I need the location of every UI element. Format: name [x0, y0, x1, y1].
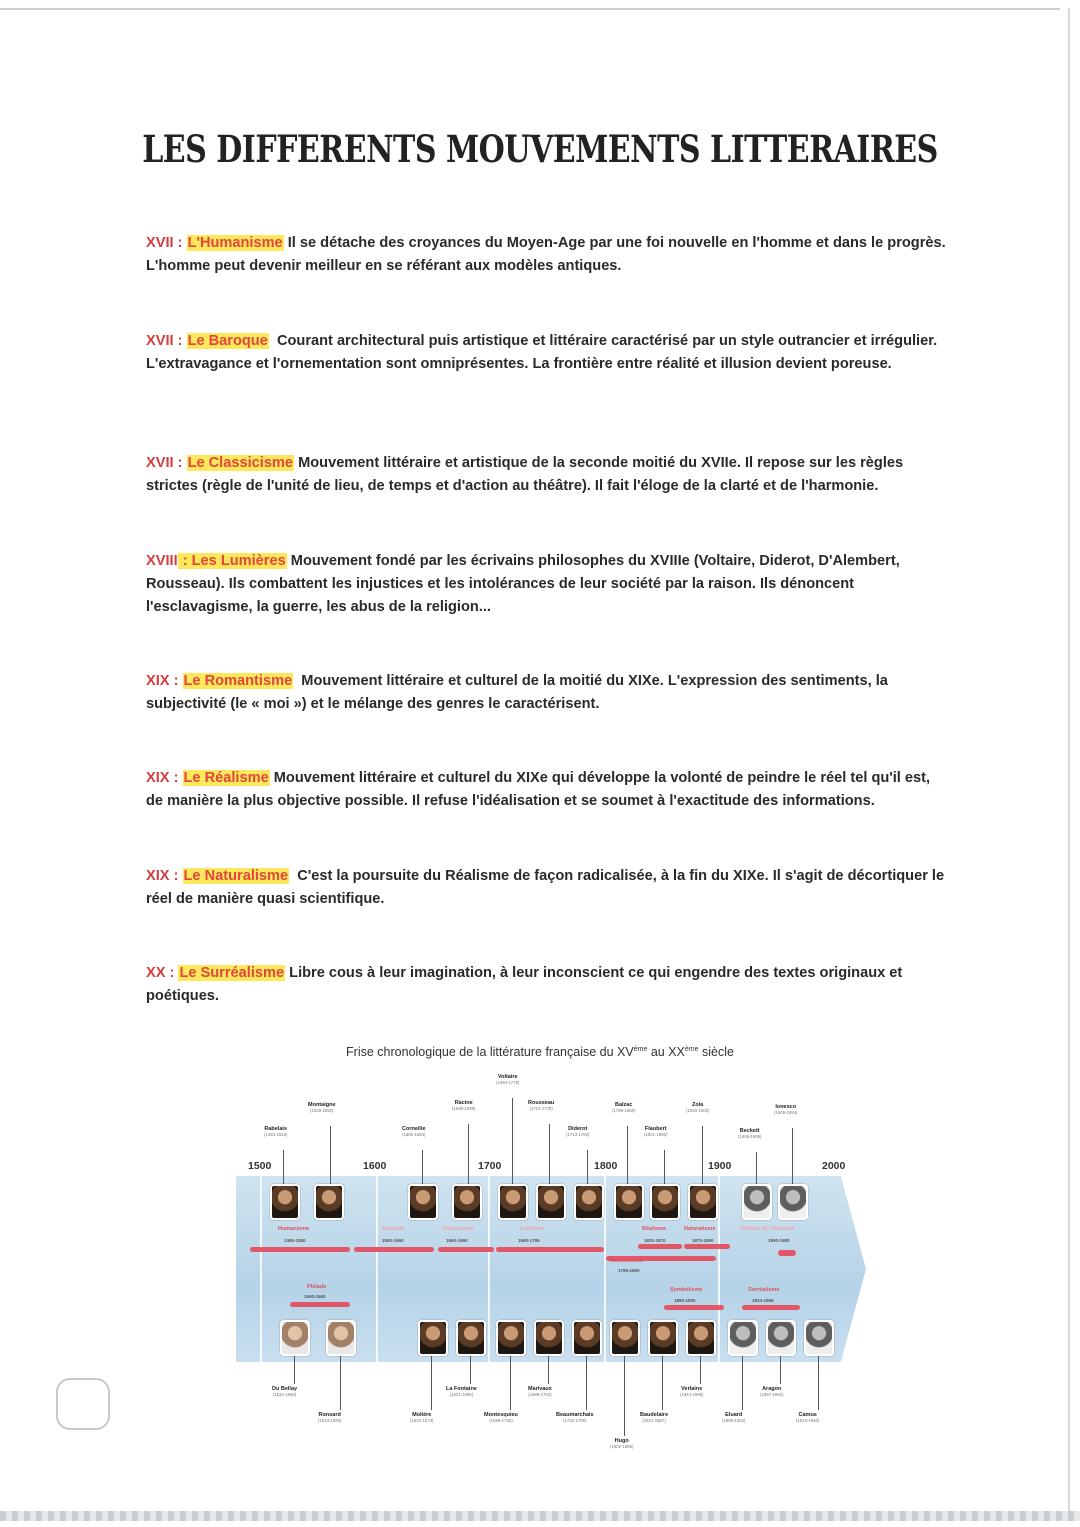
- portrait-la-fontaine: [456, 1320, 486, 1356]
- timeline-title: Frise chronologique de la littérature française du XVème au XXème siècle: [346, 1045, 734, 1059]
- connector-line: [818, 1356, 819, 1410]
- portrait-ronsard: [326, 1320, 356, 1356]
- movement-label: Humanisme: [278, 1226, 310, 1232]
- portrait-montesquieu: [496, 1320, 526, 1356]
- portrait-baudelaire: [648, 1320, 678, 1356]
- author-label: La Fontaine (1621-1695): [446, 1386, 477, 1397]
- portrait-rousseau: [536, 1184, 566, 1220]
- timeline-separator: [260, 1176, 262, 1362]
- year-label: 1500: [248, 1160, 272, 1172]
- movement-dates: 1580-1660: [382, 1238, 404, 1243]
- connector-line: [664, 1150, 665, 1184]
- connector-line: [330, 1126, 331, 1184]
- timeline-separator: [604, 1176, 606, 1362]
- year-label: 1800: [594, 1160, 618, 1172]
- connector-line: [756, 1152, 757, 1184]
- author-label: Rabelais (1483-1553): [264, 1126, 288, 1137]
- movement-label: Pléiade: [307, 1284, 327, 1290]
- movement-bar: [250, 1247, 350, 1252]
- connector-line: [431, 1356, 432, 1410]
- author-label: Voltaire (1694-1778): [496, 1074, 520, 1085]
- movement-dates: 1550-1560: [304, 1294, 326, 1299]
- author-label: Beckett (1906-1989): [738, 1128, 762, 1139]
- movement-bar: [638, 1244, 682, 1249]
- author-label: Flaubert (1821-1880): [644, 1126, 668, 1137]
- author-label: Corneille (1606-1684): [402, 1126, 426, 1137]
- connector-line: [294, 1356, 295, 1384]
- scan-edge: [0, 1511, 1080, 1521]
- page-title: LES DIFFERENTS MOUVEMENTS LITTERAIRES: [142, 128, 938, 172]
- connector-line: [586, 1356, 587, 1410]
- connector-line: [470, 1356, 471, 1384]
- author-label: Verlaine (1844-1896): [680, 1386, 704, 1397]
- timeline-separator: [376, 1176, 378, 1362]
- portrait-aragon: [766, 1320, 796, 1356]
- entry-lumieres: XVIII : Les Lumières Mouvement fondé par les écrivains philosophes du XVIIIe (Voltaire, Diderot, D'Alembert, Rousseau). Ils combattent les injustices et les intolérances de leur société par la raison. Ils dénoncent l'esclavagisme, la guerre, les abus de la religion...: [146, 553, 900, 615]
- portrait-diderot: [574, 1184, 604, 1220]
- connector-line: [340, 1356, 341, 1410]
- portrait-marivaux: [534, 1320, 564, 1356]
- movement-dates: 1660-1690: [446, 1238, 468, 1243]
- movement-label: Baroque: [382, 1226, 405, 1232]
- movement-bar: [290, 1302, 350, 1307]
- portrait-voltaire: [498, 1184, 528, 1220]
- author-label: Du Bellay (1522-1560): [272, 1386, 298, 1397]
- portrait-verlaine: [686, 1320, 716, 1356]
- movement-dates: 1490-1580: [284, 1238, 306, 1243]
- entry-humanisme: XVII : L'Humanisme Il se détache des croyances du Moyen-Age par une foi nouvelle en l'homme et dans le progrès. L'homme peut devenir meilleur en se référant aux modèles antiques.: [146, 235, 946, 274]
- movement-bar: [742, 1305, 800, 1310]
- movement-label: Réalisme: [642, 1226, 667, 1232]
- portrait-beaumarchais: [572, 1320, 602, 1356]
- portrait-eluard: [728, 1320, 758, 1356]
- movement-bar: [354, 1247, 434, 1252]
- movement-label: Lumières: [520, 1226, 545, 1232]
- entry-baroque: XVII : Le Baroque Courant architectural puis artistique et littéraire caractérisé par un style outrancier et irrégulier. L'extravagance et l'ornementation sont omniprésentes. La frontière entre réalité et illusion devient poreuse.: [146, 333, 938, 372]
- connector-line: [510, 1356, 511, 1410]
- movement-highlight: L'Humanisme: [187, 235, 283, 251]
- movement-highlight: Le Baroque: [187, 333, 268, 349]
- connector-line: [549, 1124, 550, 1184]
- connector-line: [627, 1126, 628, 1184]
- movement-highlight: Le Classicisme: [187, 455, 294, 471]
- movement-highlight: Le Romantisme: [183, 673, 293, 689]
- connector-line: [700, 1356, 701, 1384]
- author-label: Baudelaire (1821-1867): [640, 1412, 669, 1423]
- page-border-top: [0, 8, 1060, 10]
- author-label: Aragon (1897-1982): [760, 1386, 784, 1397]
- movement-dates: 1870-1890: [692, 1238, 714, 1243]
- timeline-separator: [718, 1176, 720, 1362]
- movement-label: Surréalisme: [748, 1287, 780, 1293]
- connector-line: [512, 1098, 513, 1184]
- connector-line: [702, 1126, 703, 1184]
- year-label: 2000: [822, 1160, 846, 1172]
- author-label: Diderot (1713-1784): [566, 1126, 590, 1137]
- portrait-du-bellay: [280, 1320, 310, 1356]
- year-label: 1900: [708, 1160, 732, 1172]
- portrait-flaubert: [650, 1184, 680, 1220]
- movement-highlight: : Les Lumières: [178, 553, 286, 569]
- author-label: Ronsard (1524-1585): [318, 1412, 342, 1423]
- author-label: Rousseau (1712-1778): [528, 1100, 555, 1111]
- year-label: 1600: [363, 1160, 387, 1172]
- movement-label: Théâtre de l'Absurde: [740, 1226, 795, 1232]
- connector-line: [422, 1150, 423, 1184]
- author-label: Ionesco (1909-1994): [774, 1104, 798, 1115]
- timeline-separator: [488, 1176, 490, 1362]
- movement-highlight: Le Réalisme: [183, 770, 269, 786]
- connector-line: [587, 1150, 588, 1184]
- entry-classicisme: XVII : Le Classicisme Mouvement littéraire et artistique de la seconde moitié du XVIIe. Il repose sur les règles strictes (règle de l'unité de lieu, de temps et d'action au théâtre). Il fait l'éloge de la clarté et de l'harmonie.: [146, 455, 904, 494]
- movement-dates: 1795-1860: [618, 1268, 640, 1273]
- movement-dates: 1924-1966: [752, 1298, 774, 1303]
- connector-line: [742, 1356, 743, 1410]
- portrait-camus: [804, 1320, 834, 1356]
- year-label: 1700: [478, 1160, 502, 1172]
- movement-dates: 1850-1900: [674, 1298, 696, 1303]
- movement-bar: [438, 1247, 494, 1252]
- movement-bar: [496, 1247, 604, 1252]
- movement-bar: [664, 1305, 724, 1310]
- movement-label: Classicisme: [442, 1226, 474, 1232]
- movement-dates: 1950-1980: [768, 1238, 790, 1243]
- movement-label: Symbolisme: [670, 1287, 703, 1293]
- portrait-balzac: [614, 1184, 644, 1220]
- entry-romantisme: XIX : Le Romantisme Mouvement littéraire et culturel de la moitié du XIXe. L'expression des sentiments, la subjectivité (le « moi ») et le mélange des genres le caractérisent.: [146, 673, 888, 712]
- movement-highlight: Le Surréalisme: [179, 965, 285, 981]
- movement-label: Naturalisme: [684, 1226, 716, 1232]
- author-label: Hugo (1802-1885): [610, 1438, 634, 1449]
- author-label: Montesquieu (1689-1755): [484, 1412, 518, 1423]
- author-label: Beaumarchais (1732-1799): [556, 1412, 594, 1423]
- author-label: Balzac (1799-1850): [612, 1102, 636, 1113]
- connector-line: [792, 1128, 793, 1184]
- portrait-corneille: [408, 1184, 438, 1220]
- movement-dates: 1690-1789: [518, 1238, 540, 1243]
- author-label: Marivaux (1688-1763): [528, 1386, 552, 1397]
- author-label: Zola (1840-1902): [686, 1102, 710, 1113]
- portrait-beckett: [742, 1184, 772, 1220]
- movement-bar: [778, 1250, 796, 1256]
- connector-line: [780, 1356, 781, 1384]
- author-label: Camus (1913-1960): [796, 1412, 820, 1423]
- movement-bar: [684, 1244, 730, 1249]
- portrait-rabelais: [270, 1184, 300, 1220]
- portrait-racine: [452, 1184, 482, 1220]
- entry-naturalisme: XIX : Le Naturalisme C'est la poursuite du Réalisme de façon radicalisée, à la fin du XIXe. Il s'agit de décortiquer le réel de manière quasi scientifique.: [146, 868, 945, 907]
- connector-line: [662, 1356, 663, 1410]
- author-label: Racine (1639-1699): [452, 1100, 476, 1111]
- connector-line: [468, 1124, 469, 1184]
- movement-dates: 1830-1870: [644, 1238, 666, 1243]
- author-label: Eluard (1895-1952): [722, 1412, 746, 1423]
- portrait-montaigne: [314, 1184, 344, 1220]
- entry-surrealisme: XX : Le Surréalisme Libre cous à leur imagination, à leur inconscient ce qui engendre des textes originaux et poétiques.: [146, 965, 903, 1004]
- portrait-moliere: [418, 1320, 448, 1356]
- author-label: Montaigne (1533-1592): [308, 1102, 336, 1113]
- movement-label: Romantisme: [610, 1258, 644, 1264]
- watermark-logo-icon: [56, 1378, 110, 1430]
- connector-line: [283, 1150, 284, 1184]
- connector-line: [624, 1356, 625, 1436]
- page-border-right: [1068, 8, 1070, 1518]
- entry-realisme: XIX : Le Réalisme Mouvement littéraire et culturel du XIXe qui développe la volonté de peindre le réel tel qu'il est, de manière la plus objective possible. Il refuse l'idéalisation et se soumet à l'exactitude des informations.: [146, 770, 931, 809]
- portrait-ionesco: [778, 1184, 808, 1220]
- author-label: Molière (1622-1673): [410, 1412, 434, 1423]
- movement-highlight: Le Naturalisme: [183, 868, 289, 884]
- portrait-zola: [688, 1184, 718, 1220]
- connector-line: [548, 1356, 549, 1384]
- portrait-hugo: [610, 1320, 640, 1356]
